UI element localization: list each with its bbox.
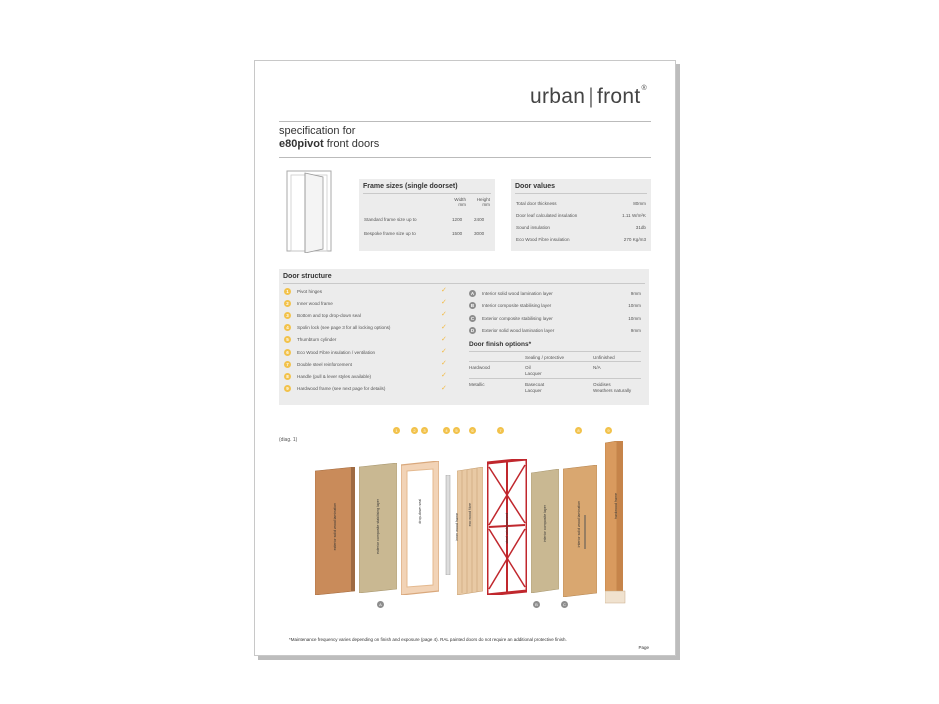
number-badge: 4: [284, 324, 291, 331]
letter-badge: A: [470, 290, 475, 296]
layer-label: eco wood fibre: [468, 503, 472, 527]
table-row: Hardwood Oil Lacquer N/A: [469, 362, 641, 379]
letter-badge: B: [470, 303, 475, 308]
number-badge: 8: [284, 373, 291, 380]
layer-label: interior solid wood lamination: [577, 501, 581, 548]
check-icon: ✓: [441, 335, 447, 343]
callout-6: 6: [469, 427, 476, 434]
list-item-label: Interior solid wood lamination layer: [482, 290, 553, 296]
check-icon: ✓: [441, 360, 447, 368]
list-item: [284, 287, 322, 295]
callout-2: 2: [411, 427, 418, 434]
list-item-label: Exterior composite stabilising layer: [482, 315, 553, 321]
number-badge: 7: [284, 361, 291, 368]
list-item-label: Double steel reinforcement: [297, 361, 352, 367]
table-row: Door leaf calculated insulation 1.11 W/m²K: [516, 213, 646, 218]
divider-top: [279, 121, 651, 122]
finish-col-unfinished: Unfinished: [593, 355, 615, 360]
list-item: [284, 336, 336, 344]
number-badge: 3: [284, 312, 291, 319]
list-item-label: Spolin lock (see page 3 for all locking options): [297, 325, 391, 331]
table-row: Standard frame size up to 1200 2400: [364, 217, 485, 222]
list-item-label: Pivot hinges: [297, 288, 323, 294]
list-item: [284, 372, 371, 380]
list-item: [284, 385, 385, 393]
letter-badge: C: [470, 315, 475, 321]
door-thumbnail: [283, 167, 335, 253]
list-item-value: 10mm: [628, 303, 641, 308]
brand-logo: urban | front®: [530, 85, 647, 108]
layer-lock-strip: [443, 475, 453, 575]
layer-label: interior composite layer: [543, 505, 547, 543]
door-values-heading: Door values: [515, 179, 647, 194]
list-item: [469, 289, 641, 297]
door-values-panel: [511, 179, 651, 251]
callout-1: 1: [393, 427, 400, 434]
frame-col-width: Width mm: [454, 197, 466, 207]
list-item: [469, 327, 641, 335]
layer-label: hardwood frame: [614, 493, 618, 519]
divider-title: [279, 157, 651, 158]
layer-drop-down-seal-frame: [401, 461, 439, 595]
layer-hardwood-frame: [605, 441, 627, 605]
table-row: Bespoke frame size up to 1500 3000: [364, 231, 485, 236]
exploded-door-diagram: [279, 423, 653, 613]
check-icon: ✓: [441, 299, 447, 307]
page-title-line1: specification for: [279, 125, 356, 137]
check-icon: ✓: [441, 372, 447, 380]
callout-8: 8: [575, 427, 582, 434]
table-row: Sound insulation 31db: [516, 225, 646, 230]
list-item-label: Handle (pull & lever styles available): [297, 373, 372, 379]
finish-col-sealing: Sealing / protective: [525, 355, 565, 360]
check-icon: ✓: [441, 323, 447, 331]
footnote: *Maintenance frequency varies depending on finish and exposure (page 4). RAL painted doors do not require an additional protective finish.: [289, 637, 567, 642]
list-item: [284, 311, 361, 319]
callout-5: 5: [453, 427, 460, 434]
callout-c: C: [561, 601, 568, 608]
list-item-value: 9mm: [630, 290, 641, 296]
diagram-caption: (diag. 1): [279, 437, 298, 443]
table-row: Metallic Basecoat Lacquer Oxidises Weathers naturally: [469, 382, 632, 393]
spec-sheet: [254, 60, 676, 656]
list-item-label: Bottom and top drop-down seal: [297, 312, 361, 318]
callout-7: 7: [497, 427, 504, 434]
list-item-label: Interior composite stabilising layer: [482, 303, 552, 308]
callout-a: A: [377, 601, 384, 608]
list-item: [284, 324, 390, 332]
number-badge: 9: [284, 385, 291, 392]
check-icon: ✓: [441, 287, 447, 294]
table-row: Total door thickness 80mm: [516, 201, 646, 206]
frame-sizes-panel: [359, 179, 495, 251]
check-icon: ✓: [441, 348, 447, 355]
layer-label: drop-down seal: [418, 499, 422, 524]
list-item: [284, 299, 333, 307]
letter-badge: D: [470, 328, 475, 333]
list-item: [284, 360, 352, 368]
list-item: [284, 348, 375, 356]
page-title-line2: e80pivot front doors: [279, 138, 380, 150]
callout-9: 9: [605, 427, 612, 434]
list-item: [469, 302, 641, 310]
list-item-label: Exterior solid wood lamination layer: [482, 328, 555, 333]
list-item: [469, 314, 641, 322]
list-item-value: 10mm: [628, 315, 641, 321]
page-number: Page: [638, 645, 649, 650]
layer-label: exterior solid wood lamination: [333, 503, 337, 551]
number-badge: 2: [284, 300, 291, 307]
door-structure-panel: [279, 269, 649, 405]
layer-label: steel reinforcement: [505, 513, 509, 544]
table-row: Eco Wood Fibre insulation 270 Kg/m3: [516, 237, 646, 242]
layer-label: exterior composite stabilising layer: [376, 499, 380, 554]
list-item-label: Eco Wood Fibre insulation / ventilation: [297, 349, 376, 355]
frame-col-height: Height mm: [476, 197, 490, 207]
callout-b: B: [533, 601, 540, 608]
number-badge: 1: [284, 288, 291, 295]
list-item-label: Hardwood frame (see next page for details): [297, 386, 386, 392]
frame-sizes-heading: Frame sizes (single doorset): [363, 179, 491, 194]
door-structure-heading: Door structure: [283, 269, 645, 284]
finish-heading: Door finish options*: [469, 341, 641, 352]
layer-inner-wood-frame: [457, 467, 483, 595]
check-icon: ✓: [441, 311, 447, 319]
list-item-value: 9mm: [630, 328, 641, 333]
check-icon: ✓: [441, 384, 447, 392]
callout-3: 3: [421, 427, 428, 434]
number-badge: 6: [284, 349, 291, 356]
list-item-label: Thumbturn cylinder: [297, 337, 337, 343]
number-badge: 5: [284, 336, 291, 343]
callout-4: 4: [443, 427, 450, 434]
list-item-label: Inner wood frame: [297, 300, 333, 306]
layer-label: inner wood frame: [455, 513, 459, 541]
